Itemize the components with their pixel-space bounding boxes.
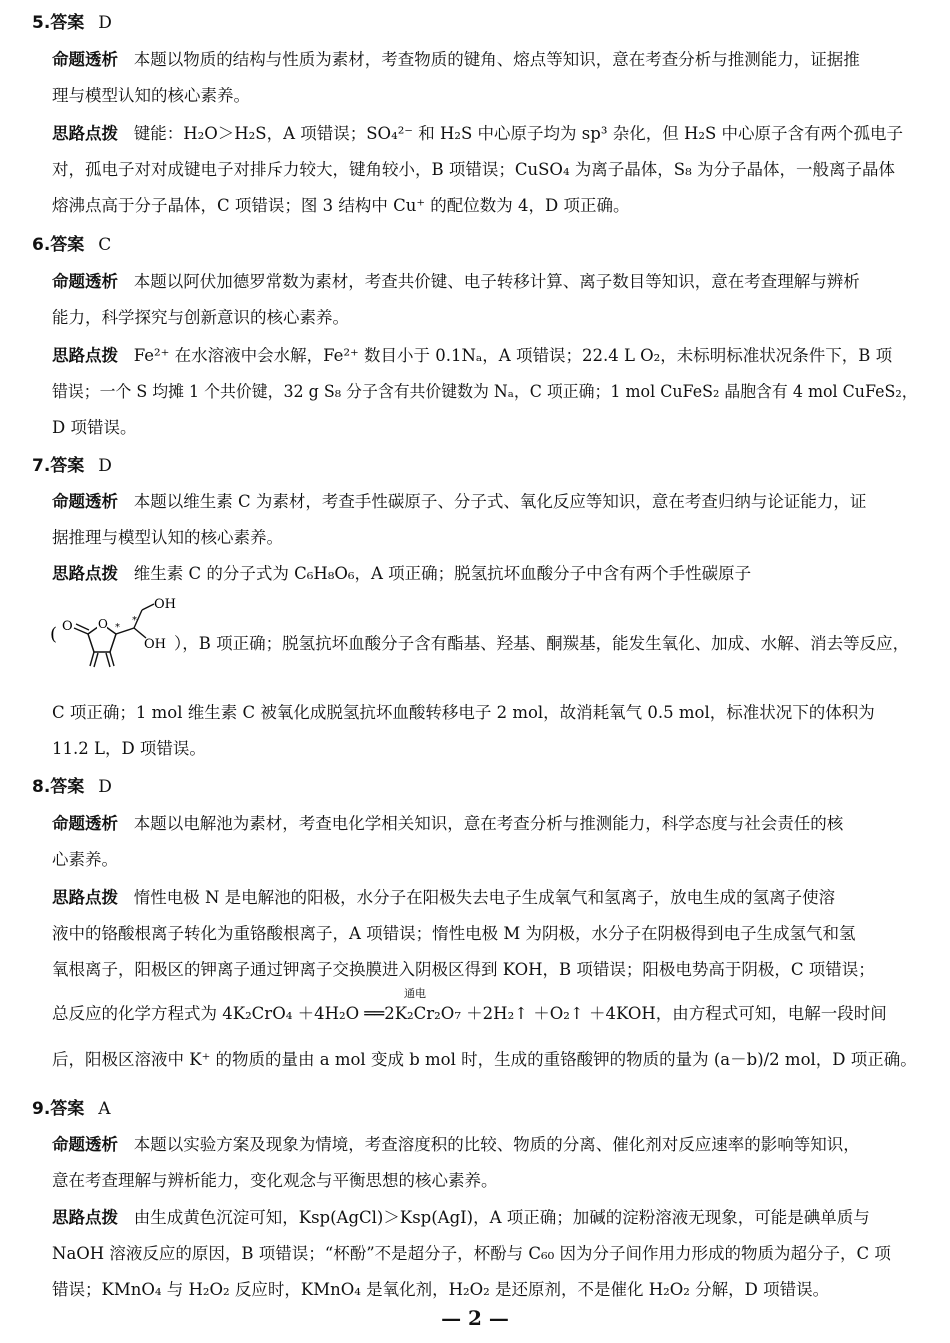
q8-line-3: 思路点拨 惰性电极 N 是电解池的阳极，水分子在阳极失去电子生成氧气和氢离子，放电生成的氢离子使溶 (52, 888, 836, 907)
question-5-header: 5.答案 D (32, 13, 112, 33)
q5-line-3: 思路点拨 键能：H₂O＞H₂S，A 项错误；SO₄²⁻ 和 H₂S 中心原子均为 sp³ 杂化，但 H₂S 中心原子含有两个孤电子 (52, 124, 903, 143)
q6-line-1: 命题透析 本题以阿伏加德罗常数为素材，考查共价键、电子转移计算、离子数目等知识，意在考查理解与辨析 (52, 272, 860, 291)
oh-right-label: OH (144, 637, 166, 652)
chiral-star-2: * (132, 615, 137, 626)
q7-line-4: ），B 项正确；脱氢抗坏血酸分子含有酯基、羟基、酮羰基，能发生氧化、加成、水解、消去等反应， (174, 634, 910, 653)
q9-line-1: 命题透析 本题以实验方案及现象为情境，考查溶度积的比较、物质的分离、催化剂对反应速率的影响等知识， (52, 1135, 860, 1154)
q8-line-4: 液中的铬酸根离子转化为重铬酸根离子，A 项错误；惰性电极 M 为阴极，水分子在阴极得到电子生成氢气和氢 (52, 924, 856, 943)
carbonyl-double-bottom-right (106, 653, 110, 667)
q9-line-5: 错误；KMnO₄ 与 H₂O₂ 反应时，KMnO₄ 是氧化剂，H₂O₂ 是还原剂，不是催化 H₂O₂ 分解，D 项错误。 (52, 1280, 830, 1299)
chiral-star-1: * (115, 622, 120, 633)
q5-line-1: 命题透析 本题以物质的结构与性质为素材，考查物质的键角、熔点等知识，意在考查分析与推测能力，证据推 (52, 50, 860, 69)
q7-line-2: 据推理与模型认知的核心素养。 (52, 528, 283, 547)
carbonyl-double-bottom-left (94, 653, 98, 667)
q7-line-3: 思路点拨 维生素 C 的分子式为 C₆H₈O₆，A 项正确；脱氢抗坏血酸分子中含有两个手性碳原子 (52, 564, 752, 583)
q9-line-4: NaOH 溶液反应的原因，B 项错误；“杯酚”不是超分子，杯酚与 C₆₀ 因为分子间作用力形成的物质为超分子，C 项 (52, 1244, 891, 1263)
q8-line-5: 氧根离子，阳极区的钾离子通过钾离子交换膜进入阴极区得到 KOH，B 项错误；阳极电势高于阴极，C 项错误； (52, 960, 875, 979)
question-8-header: 8.答案 D (32, 777, 112, 797)
q9-line-2: 意在考查理解与辨析能力，变化观念与平衡思想的核心素养。 (52, 1171, 498, 1190)
q6-line-3: 思路点拨 Fe²⁺ 在水溶液中会水解，Fe²⁺ 数目小于 0.1Nₐ，A 项错误；22.4 L O₂，未标明标准状况条件下，B 项 (52, 346, 893, 365)
equation-condition: 通电 (404, 987, 426, 1000)
page-number: — 2 — (441, 1306, 509, 1330)
q5-line-4: 对，孤电子对对成键电子对排斥力较大，键角较小，B 项错误；CuSO₄ 为离子晶体，S₈ 为分子晶体，一般离子晶体 (52, 160, 895, 179)
q7-line-1: 命题透析 本题以维生素 C 为素材，考查手性碳原子、分子式、氧化反应等知识，意在考查归纳与论证能力，证 (52, 492, 867, 511)
q8-line-1: 命题透析 本题以电解池为素材，考查电化学相关知识，意在考查分析与推测能力，科学态度与社会责任的核 (52, 814, 844, 833)
q5-line-2: 理与模型认知的核心素养。 (52, 86, 250, 105)
o-left-label: O (62, 619, 73, 634)
side-chain-bond-3 (142, 604, 154, 610)
oh-top-label: OH (154, 597, 176, 612)
question-7-header: 7.答案 D (32, 456, 112, 476)
q8-line-2: 心素养。 (52, 850, 118, 869)
q7-line-6: 11.2 L，D 项错误。 (52, 739, 206, 758)
q7-line-5: C 项正确；1 mol 维生素 C 被氧化成脱氢抗坏血酸转移电子 2 mol，故消耗氧气 0.5 mol，标准状况下的体积为 (52, 703, 875, 722)
q9-line-3: 思路点拨 由生成黄色沉淀可知，Ksp(AgCl)＞Ksp(AgI)，A 项正确；加碱的淀粉溶液无现象，可能是碘单质与 (52, 1208, 870, 1227)
q8-line-7: 后，阳极区溶液中 K⁺ 的物质的量由 a mol 变成 b mol 时，生成的重铬酸钾的物质的量为 (a－b)/2 mol，D 项正确。 (52, 1050, 917, 1069)
q5-line-5: 熔沸点高于分子晶体，C 项错误；图 3 结构中 Cu⁺ 的配位数为 4，D 项正确。 (52, 196, 630, 215)
dehydroascorbic-acid-structure (50, 590, 180, 674)
q6-line-4: 错误；一个 S 均摊 1 个共价键，32 g S₈ 分子含有共价键数为 Nₐ，C 项正确；1 mol CuFeS₂ 晶胞含有 4 mol CuFeS₂， (52, 382, 918, 401)
q6-line-2: 能力，科学探究与创新意识的核心素养。 (52, 308, 349, 327)
carbonyl-bond-bottom-right (110, 652, 114, 666)
open-paren: ( (50, 624, 58, 645)
q8-line-6: 总反应的化学方程式为 4K₂CrO₄ ＋4H₂O ══2K₂Cr₂O₇ ＋2H₂↑ ＋O₂↑ ＋4KOH，由方程式可知，电解一段时间 (52, 1004, 887, 1023)
q6-line-5: D 项错误。 (52, 418, 137, 437)
ring-o-label: O (98, 617, 108, 631)
question-9-header: 9.答案 A (32, 1099, 111, 1119)
question-6-header: 6.答案 C (32, 235, 112, 255)
carbonyl-bond-bottom-left (90, 652, 94, 666)
